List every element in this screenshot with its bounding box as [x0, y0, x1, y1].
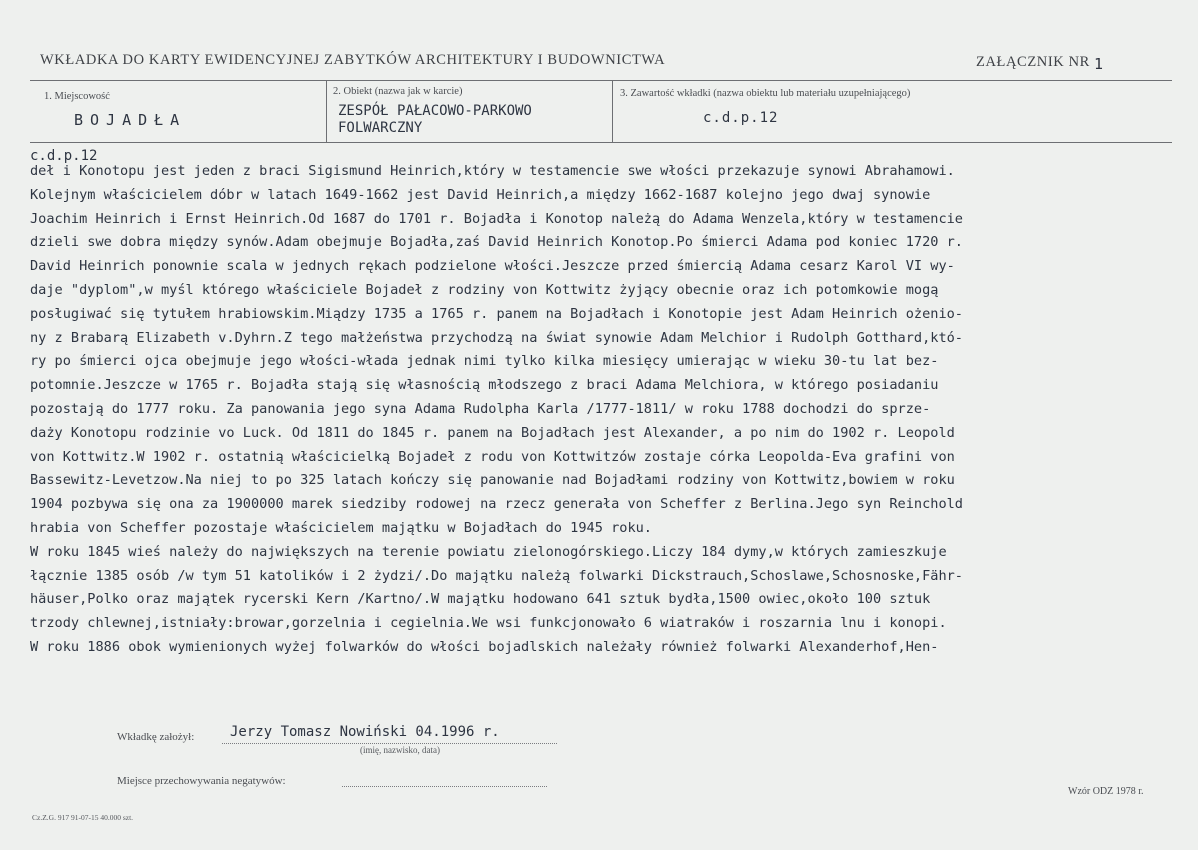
place-label: 1. Miejscowość	[44, 91, 110, 102]
form-title: WKŁADKA DO KARTY EWIDENCYJNEJ ZABYTKÓW ARCHITEKTURY I BUDOWNICTWA	[40, 52, 666, 68]
object-label: 2. Obiekt (nazwa jak w karcie)	[333, 86, 463, 97]
table-top-rule	[30, 80, 1172, 81]
body-line: hrabia von Scheffer pozostaje właścicielem majątku w Bojadłach do 1945 roku.	[30, 519, 652, 536]
continuation-label: c.d.p.12	[30, 148, 98, 164]
content-value: c.d.p.12	[703, 110, 779, 126]
body-line: W roku 1886 obok wymienionych wyżej folwarków do włości bojadlskich należały również folwarki Alexanderhof,Hen-	[30, 638, 939, 655]
body-line: daży Konotopu rodzinie vo Luck. Od 1811 do 1845 r. panem na Bojadłach jest Alexander, a po nim do 1902 r. Leopold	[30, 424, 955, 441]
attachment-number	[976, 52, 1104, 71]
body-line: trzody chlewnej,istniały:browar,gorzelnia i cegielnia.We wsi funkcjonowało 6 wiatraków i roszarnia lnu i konopi.	[30, 615, 947, 632]
body-text	[30, 160, 1192, 660]
body-line: David Heinrich ponownie scala w jednych rękach podzielone włości.Jeszcze przed śmiercią Adama cesarz Karol VI wy-	[30, 258, 955, 275]
created-by-line	[222, 743, 557, 744]
body-line: von Kottwitz.W 1902 r. ostatnią właścicielką Bojadeł z rodu von Kottwitzów zostaje córka Leopolda-Eva grafini von	[30, 448, 955, 465]
attachment-number-value: 1	[1093, 55, 1104, 73]
body-line: pozostają do 1777 roku. Za panowania jego syna Adama Rudolpha Karla /1777-1811/ w roku 1788 dochodzi do sprze-	[30, 400, 931, 417]
body-line: 1904 pozbywa się ona za 1900000 marek siedziby rodowej na rzecz generała von Scheffer z Berlina.Jego syn Reinchold	[30, 496, 963, 513]
negatives-line	[342, 786, 547, 787]
negatives-label: Miejsce przechowywania negatywów:	[117, 775, 286, 787]
body-line: potomnie.Jeszcze w 1765 r. Bojadła stają się własnością młodszego z braci Adama Melchiora, w którego posiadaniu	[30, 377, 939, 394]
column-divider-1	[326, 80, 327, 142]
body-line: W roku 1845 wieś należy do największych na terenie powiatu zielonogórskiego.Liczy 184 dymy,w których zamieszkuje	[30, 543, 947, 560]
body-line: daje "dyplom",w myśl którego właściciele Bojadeł z rodziny von Kottwitz żyjący obecnie oraz ich potomkowie mogą	[30, 281, 939, 298]
print-code: Cz.Z.G. 917 91-07-15 40.000 szt.	[32, 813, 134, 822]
body-line: Joachim Heinrich i Ernst Heinrich.Od 1687 do 1701 r. Bojadła i Konotop należą do Adama Wenzela,który w testamencie	[30, 210, 963, 227]
body-line: deł i Konotopu jest jeden z braci Sigismund Heinrich,który w testamencie swe włości przekazuje synowi Abrahamowi.	[30, 163, 955, 179]
body-line: ny z Brabarą Elizabeth v.Dyhrn.Z tego małżeństwa przychodzą na świat synowie Adam Melchior i Rudolph Gotthard,któ-	[30, 329, 963, 346]
created-by-value: Jerzy Tomasz Nowiński 04.1996 r.	[230, 724, 500, 740]
object-value: ZESPÓŁ PAŁACOWO-PARKOWO FOLWARCZNY	[338, 103, 532, 136]
body-line: posługiwać się tytułem hrabiowskim.Miądzy 1735 a 1765 r. panem na Bojadłach i Konotopie jest Adam Heinrich ożenio-	[30, 305, 963, 322]
content-label: 3. Zawartość wkładki (nazwa obiektu lub materiału uzupełniającego)	[620, 88, 911, 99]
body-line: häuser,Polko oraz majątek rycerski Kern /Kartno/.W majątku hodowano 641 sztuk bydła,1500 owiec,około 100 sztuk	[30, 591, 931, 608]
attachment-label: ZAŁĄCZNIK NR	[976, 54, 1090, 70]
form-template: Wzór ODZ 1978 r.	[1068, 786, 1144, 797]
body-line: ry po śmierci ojca obejmuje jego włości-włada jednak nimi tylko kilka miesięcy umierając w wieku 30-tu lat bez-	[30, 353, 939, 370]
body-line: Bassewitz-Levetzow.Na niej to po 325 latach kończy się panowanie nad Bojadłami rodziny von Kottwitz,bowiem w roku	[30, 472, 955, 489]
table-bottom-rule	[30, 142, 1172, 143]
place-value: BOJADŁA	[74, 111, 187, 129]
created-by-label: Wkładkę założył:	[117, 731, 195, 743]
column-divider-2	[612, 80, 613, 142]
body-line: łącznie 1385 osób /w tym 51 katolików i 2 żydzi/.Do majątku należą folwarki Dickstrauch,Schoslawe,Schosnoske,Fähr-	[30, 567, 963, 584]
body-line: dzieli swe dobra między synów.Adam obejmuje Bojadła,zaś David Heinrich Konotop.Po śmierci Adama pod koniec 1720 r.	[30, 234, 963, 251]
body-line: Kolejnym właścicielem dóbr w latach 1649-1662 jest David Heinrich,a między 1662-1687 kolejno jego dwaj synowie	[30, 186, 931, 203]
name-hint: (imię, nazwisko, data)	[360, 745, 440, 755]
